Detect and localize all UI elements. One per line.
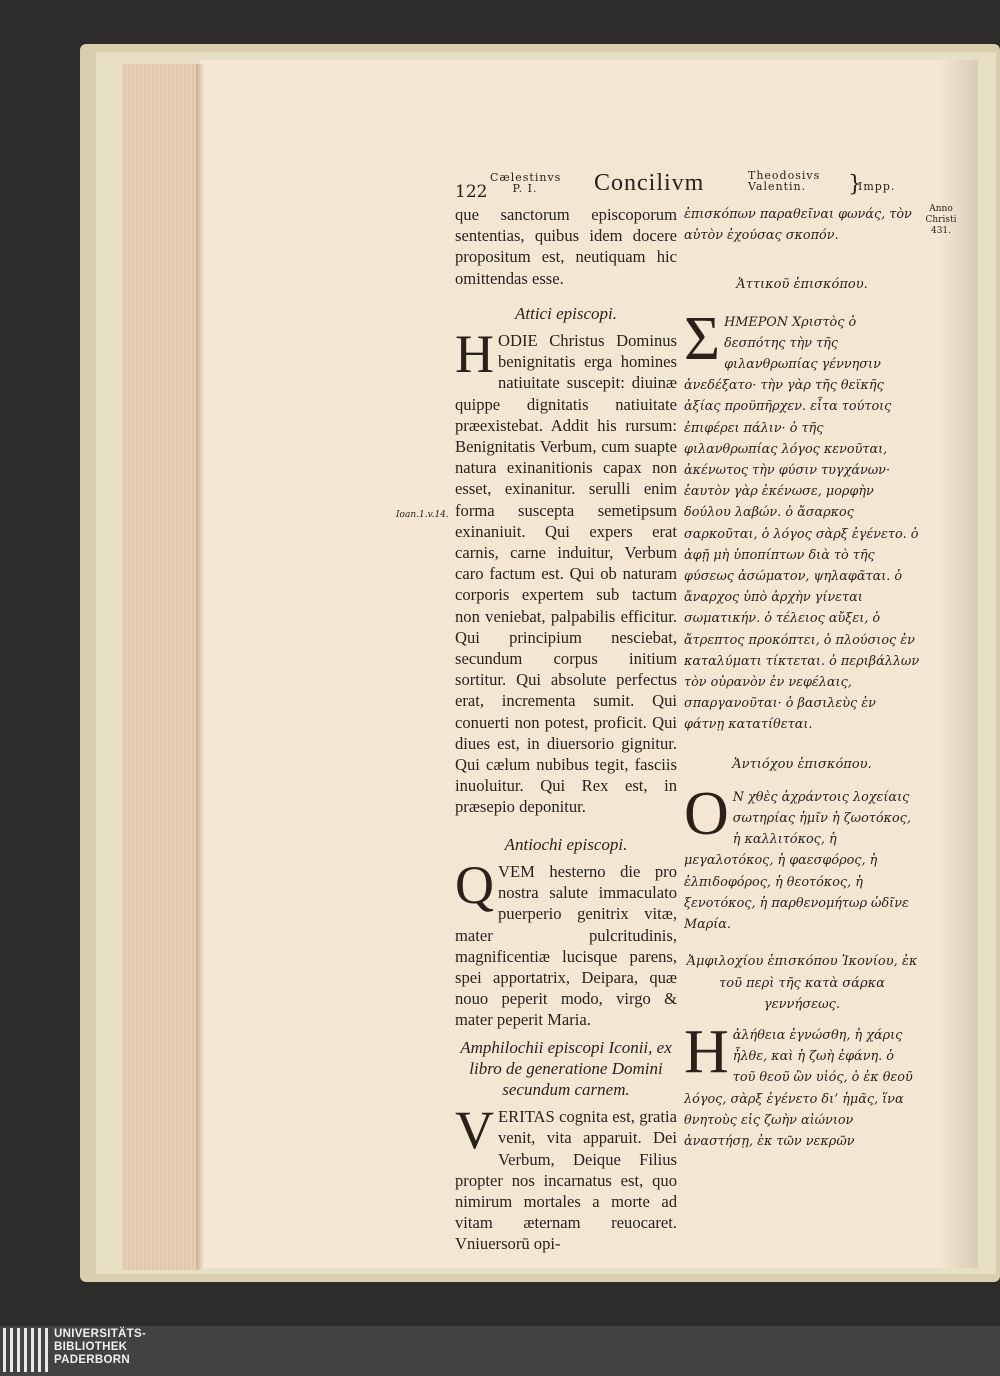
library-footer: [0, 1326, 1000, 1376]
latin-intro: que sanctorum episcoporum sententias, quibus idem docere propositum est, neutiquam hic omittendas esse.: [455, 205, 677, 288]
drop-cap: Ο: [684, 779, 729, 848]
header-right-sub: Valentin.: [748, 180, 807, 193]
drop-cap: Η: [684, 1017, 729, 1086]
greek-amphilochii-heading: Ἀμφιλοχίου ἐπισκόπου Ἰκονίου, ἐκ τοῦ περὶ τῆς κατὰ σάρκα γεννήσεως.: [686, 954, 918, 1012]
drop-cap: Q: [455, 854, 494, 915]
header-left-sub: P. I.: [512, 182, 538, 195]
latin-attici-text: ODIE Christus Dominus benignitatis erga homines natiuitate suscepit: diuinæ quippe dignitatis natiuitate præexistebat. Addit his rursum: Benignitatis Verbum, cum suapte natura exinanitionis capax non esset, exinanitur. serulli enim forma suscepta semetipsum exinaniuit. Qui expers erat carnis, carne induitur, Verbum caro factum est. Qui ob naturam corporis expertem sub tactum non veniebat, palpabilis efficitur. Qui principium nesciebat, secundum corpus initium sortitur. Qui absolute perfectus erat, incrementa sumit. Qui conuerti non potest, proficit. Qui diues est, in diuersorio gignitur. Qui cælum nubibus tegit, fasciis inuoluitur. Qui Rex est, in præsepio deponitur.: [455, 331, 677, 817]
header-right-suffix: Impp.: [858, 180, 896, 193]
year-value: 431.: [930, 226, 952, 236]
page-edges: [122, 64, 202, 1270]
library-logo-icon: [3, 1328, 51, 1372]
latin-antiochi-text: VEM hesterno die pro nostra salute immaculato puerperio genitrix vitæ, mater pulcritudinis, magnificentiæ lucisque parens, spei apportatrix, Deipara, quæ nouo peperit modo, virgo & mater peperit Maria.: [455, 861, 677, 1030]
greek-antiochi-paragraph: [684, 779, 920, 935]
greek-antiochi-heading: Ἀντιόχου ἐπισκόπου.: [732, 756, 872, 772]
latin-amphilochii-paragraph: [455, 1100, 677, 1254]
greek-amphilochii-paragraph: [684, 1017, 920, 1152]
greek-attici-paragraph: [684, 304, 920, 736]
latin-amphilochii-text: ERITAS cognita est, gratia venit, vita apparuit. Dei Verbum, Deique Filius propter nos incarnatus est, quo nimirum mortales a morte ad vitam æternam reuocaret. Vniuersorū opi-: [455, 1107, 677, 1254]
latin-attici-paragraph: [455, 324, 677, 818]
logo-line-3: PADERBORN: [54, 1354, 130, 1366]
logo-line-2: BIBLIOTHEK: [54, 1341, 128, 1353]
year-note: [918, 204, 964, 237]
year-label: Anno Christi: [925, 204, 957, 225]
page-number: 122: [455, 182, 488, 202]
drop-cap: V: [455, 1100, 494, 1161]
gutter-shadow: [196, 64, 204, 1270]
greek-antiochi-text: Ν χθὲς ἀχράντοις λοχείαις σωτηρίας ἡμῖν ἡ ζωοτόκος, ἡ καλλιτόκος, ἡ μεγαλοτόκος, ἡ φαεσφόρος, ἡ ἐλπιδοφόρος, ἡ θεοτόκος, ἡ ξενοτόκος, ἡ παρθενομήτωρ ὠδῖνε Μαρία.: [684, 789, 911, 933]
latin-antiochi-paragraph: [455, 854, 677, 1031]
library-logo-text: [54, 1328, 146, 1367]
greek-attici-text: ΗΜΕΡΟΝ Χριστὸς ὁ δεσπότης τὴν τῆς φιλανθρωπίας γέννησιν ἀνεδέξατο· τὴν γὰρ τῆς θεϊκῆς ἀξίας προϋπῆρχεν. εἶτα τούτοις ἐπιφέρει πάλιν· ὁ τῆς φιλανθρωπίας λόγος κενοῦται, ἀκένωτος τὴν φύσιν τυγχάνων· ἑαυτὸν γὰρ ἐκένωσε, μορφὴν δούλου λαβών. ὁ ἄσαρκος σαρκοῦται, ὁ λόγος σὰρξ ἐγένετο. ὁ ἀφῇ μὴ ὑποπίπτων διὰ τὸ τῆς φύσεως ἀσώματον, ψηλαφᾶται. ὁ ἄναρχος ὑπὸ ἀρχὴν γίνεται σωματικήν. ὁ τέλειος αὔξει, ὁ ἄτρεπτος προκόπτει, ὁ πλούσιος ἐν καταλύματι τίκτεται. ὁ περιβάλλων τὸν οὐρανὸν ἐν νεφέλαις, σπαργανοῦται· ὁ βασιλεὺς ἐν φάτνῃ κατατίθεται.: [684, 314, 920, 733]
latin-column: [455, 204, 677, 1255]
header-left-super: Cælestinvs: [490, 171, 562, 184]
brace-mark: }: [848, 172, 862, 197]
latin-antiochi-heading: Antiochi episcopi.: [504, 834, 628, 854]
logo-line-1: UNIVERSITÄTS-: [54, 1328, 147, 1340]
page-edge-shadow: [940, 60, 978, 1268]
latin-amphilochii-heading: Amphilochii episcopi Iconii, ex libro de generatione Domini secundum carnem.: [460, 1037, 672, 1099]
latin-attici-heading: Attici episcopi.: [515, 303, 617, 323]
greek-column: [684, 204, 920, 1152]
header-title: Concilivm: [594, 170, 705, 196]
header-right-group: [748, 170, 858, 192]
greek-attici-heading: Ἀττικοῦ ἐπισκόπου.: [736, 277, 868, 293]
greek-intro: ἐπισκόπων παραθεῖναι φωνάς, τὸν αὐτὸν ἐχούσας σκοπόν.: [684, 207, 912, 244]
greek-amphilochii-text: ἀλήθεια ἐγνώσθη, ἡ χάρις ἦλθε, καὶ ἡ ζωὴ ἐφάνη. ὁ τοῦ θεοῦ ὢν υἱός, ὁ ἐκ θεοῦ λόγος, σὰρξ ἐγένετο δι’ ἡμᾶς, ἵνα θνητοὺς εἰς ζωὴν αἰώνιον ἀναστήσῃ, ἐκ τῶν νεκρῶν: [684, 1027, 913, 1149]
drop-cap: Σ: [684, 304, 721, 373]
header-left-group: [490, 172, 560, 194]
drop-cap: H: [455, 324, 494, 385]
citation-note: Ioan.1.v.14.: [396, 510, 449, 520]
header-right-super: Theodosivs: [748, 169, 821, 182]
